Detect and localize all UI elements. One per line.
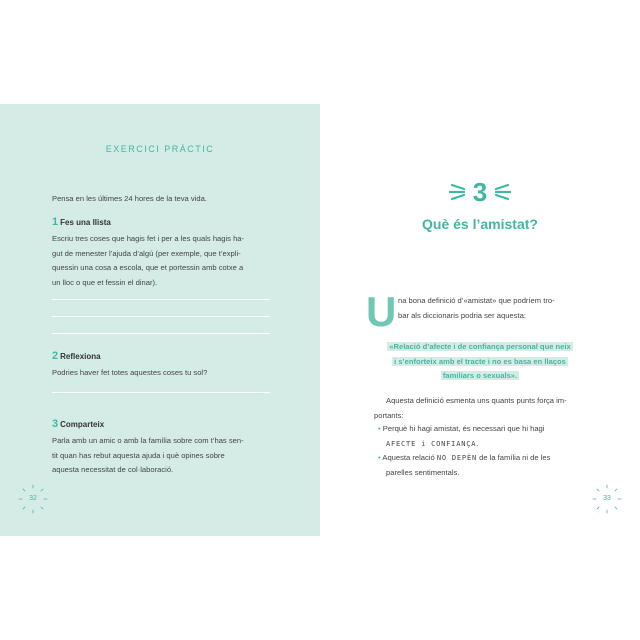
bullet-text: de la família ni de les bbox=[479, 453, 551, 462]
exercise-intro: Pensa en les últimes 24 hores de la teva vida. bbox=[52, 194, 207, 203]
writing-line bbox=[52, 316, 270, 317]
bullet-text: parelles sentimentals. bbox=[386, 467, 460, 477]
text-line: gut de menester l’ajuda d’algú (per exemple, que t’expli- bbox=[52, 248, 241, 258]
step-number: 1 bbox=[52, 216, 59, 228]
text-line: Aquesta definició esmenta uns quants punts força im- bbox=[386, 396, 567, 405]
step-heading-label: Comparteix bbox=[60, 420, 105, 429]
step-number: 3 bbox=[52, 418, 59, 430]
definition-quote bbox=[368, 340, 592, 384]
handwritten-text: AFECTE i CONFIANÇA bbox=[386, 439, 477, 448]
text-line: Parla amb un amic o amb la família sobre com t’has sen- bbox=[52, 436, 244, 445]
step-3-text bbox=[52, 434, 302, 478]
text-line: aquesta necessitat de col·laboració. bbox=[52, 465, 174, 474]
right-page bbox=[320, 104, 640, 536]
bullet-text: . bbox=[476, 438, 479, 448]
writing-line bbox=[52, 299, 270, 300]
handwritten-text: NO DEPÈN bbox=[436, 454, 477, 462]
bullet-text: Perquè hi hagi amistat, és necessari que hi hagi bbox=[382, 424, 545, 433]
chapter-number: 3 bbox=[472, 177, 488, 207]
quote-line: i s’enforteix amb el tracte i no es basa en llaços bbox=[394, 356, 566, 366]
bullet-item-1 bbox=[378, 422, 618, 437]
quote-line: familiars o sexuals». bbox=[442, 371, 518, 380]
intro-paragraph bbox=[398, 294, 618, 323]
bullet-list bbox=[378, 422, 618, 480]
chapter-title: Què és l’amistat? bbox=[422, 216, 538, 232]
text-line: portants: bbox=[374, 410, 404, 420]
drop-cap: U bbox=[366, 288, 397, 335]
bullet-dot-icon: • bbox=[378, 453, 381, 462]
section-title: EXERCICI PRÀCTIC bbox=[105, 144, 215, 154]
bullet-item-1-cont bbox=[378, 437, 618, 452]
text-line: quessin una cosa a escola, que et portessin amb cotxe a bbox=[52, 263, 244, 272]
step-1-text bbox=[52, 232, 302, 290]
step-heading-label: Fes una llista bbox=[60, 218, 111, 227]
page-number-text: 33 bbox=[603, 495, 611, 502]
page-number-right bbox=[596, 488, 618, 510]
step-number: 2 bbox=[52, 350, 59, 362]
step-1-heading bbox=[52, 212, 111, 230]
bullet-item-2 bbox=[378, 451, 618, 466]
book-spread bbox=[0, 104, 640, 536]
step-2-text bbox=[52, 366, 302, 381]
page-number-left bbox=[22, 488, 44, 510]
text-line: un lloc o que et fessin el dinar). bbox=[52, 277, 158, 287]
bullet-text: Aquesta relació bbox=[382, 453, 435, 462]
quote-line: «Relació d’afecte i de confiança personal que neix bbox=[389, 342, 571, 351]
bullet-dot-icon: • bbox=[378, 424, 381, 433]
writing-line bbox=[52, 333, 270, 334]
left-page bbox=[0, 104, 320, 536]
step-3-heading bbox=[52, 414, 104, 432]
text-line: na bona definició d’«amistat» que podríem tro- bbox=[398, 296, 555, 305]
explanation-paragraph bbox=[374, 394, 614, 423]
step-heading-label: Reflexiona bbox=[60, 352, 101, 361]
step-2-heading bbox=[52, 346, 101, 364]
text-line: bar als diccionaris podria ser aquesta: bbox=[398, 310, 526, 320]
page-number-text: 32 bbox=[29, 495, 37, 502]
text-line: tit quan has rebut aquesta ajuda i què opines sobre bbox=[52, 450, 225, 460]
writing-line bbox=[52, 392, 270, 393]
text-line: Podries haver fet totes aquestes coses tu sol? bbox=[52, 368, 208, 377]
text-line: Escriu tres coses que hagis fet i per a les quals hagis ha- bbox=[52, 234, 245, 243]
